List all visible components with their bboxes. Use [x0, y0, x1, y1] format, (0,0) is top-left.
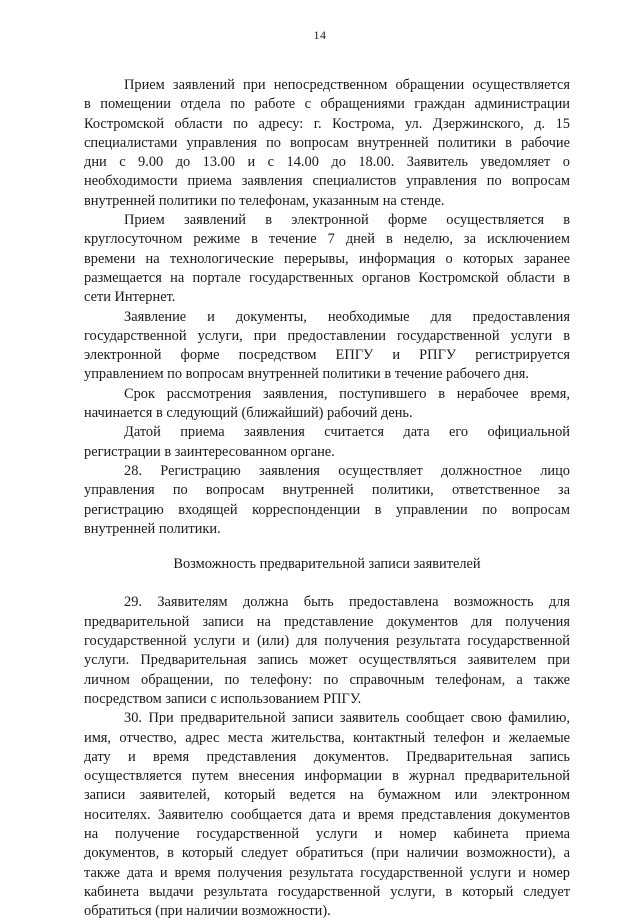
- paragraph-line: Срок рассмотрения заявления, поступившего в нерабочее время,: [124, 385, 570, 402]
- paragraph-line: в помещении отдела по работе с обращениями граждан администрации: [84, 96, 570, 113]
- paragraph-line: управления по вопросам внутренней политики, ответственное за: [84, 482, 570, 499]
- paragraph-line: 29. Заявителям должна быть предоставлена возможность для: [124, 594, 570, 611]
- body-text-before-heading: [84, 76, 570, 539]
- paragraph-item-29: [84, 593, 570, 709]
- paragraph-line: круглосуточном режиме в течение 7 дней в неделю, за исключением: [84, 231, 570, 248]
- paragraph-line: на получение государственной услуги и номер кабинета приема: [84, 825, 570, 842]
- paragraph-intake-in-person: [84, 76, 570, 211]
- paragraph-line: 28. Регистрацию заявления осуществляет должностное лицо: [124, 462, 570, 479]
- paragraph-line: документов, в который следует обратиться (при наличии возможности), а: [84, 845, 570, 862]
- paragraph-line: имя, отчество, адрес места жительства, контактный телефон и желаемые: [84, 729, 570, 746]
- paragraph-line: осуществляется путем внесения информации в журнал предварительной: [84, 768, 570, 785]
- paragraph-line: кабинета выдачи результата государственной услуги, в который следует: [84, 883, 570, 900]
- paragraph-intake-electronic: [84, 211, 570, 307]
- paragraph-non-working-time: [84, 385, 570, 424]
- paragraph-line: Датой приема заявления считается дата его официальной: [124, 424, 570, 441]
- paragraph-line: регистрации в заинтересованном органе.: [84, 443, 335, 460]
- paragraph-line: Прием заявлений при непосредственном обращении осуществляется: [124, 77, 570, 93]
- paragraph-line: внутренней политики.: [84, 520, 221, 537]
- paragraph-line: необходимости приема заявления специалистов управления по вопросам: [84, 173, 570, 190]
- paragraph-line: электронной форме посредством ЕПГУ и РПГУ регистрируется: [84, 347, 570, 364]
- paragraph-line: дни с 9.00 до 13.00 и с 14.00 до 18.00. Заявитель уведомляет о: [84, 154, 570, 171]
- paragraph-line: Костромской области по адресу: г. Кострома, ул. Дзержинского, д. 15: [84, 115, 570, 132]
- page-content: [84, 76, 570, 921]
- section-heading: Возможность предварительной записи заявителей: [173, 556, 481, 573]
- paragraph-line: Заявление и документы, необходимые для предоставления: [124, 308, 570, 325]
- paragraph-line: услуги. Предварительная запись может осуществляться заявителем при: [84, 652, 570, 669]
- paragraph-line: посредством записи с использованием РПГУ.: [84, 690, 362, 707]
- paragraph-line: предварительной записи на представление документов для получения: [84, 613, 570, 630]
- page-number: 14: [313, 28, 327, 42]
- paragraph-line: обратиться (при наличии возможности).: [84, 903, 331, 920]
- paragraph-line: государственной услуги и (или) для получения результата государственной: [84, 633, 570, 650]
- body-text-after-heading: [84, 593, 570, 921]
- paragraph-line: времени на технологические перерывы, информация о которых заранее: [84, 250, 570, 267]
- paragraph-line: сети Интернет.: [84, 289, 176, 306]
- paragraph-item-30: [84, 709, 570, 921]
- paragraph-line: специалистами управления по вопросам внутренней политики в рабочие: [84, 134, 570, 151]
- paragraph-line: размещается на портале государственных органов Костромской области в: [84, 269, 570, 286]
- paragraph-registration-electronic: [84, 308, 570, 385]
- paragraph-line: носителях. Заявителю сообщается дата и время представления документов: [84, 806, 570, 823]
- paragraph-line: регистрацию входящей корреспонденции в управлении по вопросам: [84, 501, 570, 518]
- paragraph-line: 30. При предварительной записи заявитель сообщает свою фамилию,: [124, 710, 570, 727]
- paragraph-line: записи заявителей, который ведется на бумажном или электронном: [84, 787, 570, 804]
- paragraph-acceptance-date: [84, 423, 570, 462]
- paragraph-line: дату и время представления документов. Предварительная запись: [84, 748, 570, 765]
- paragraph-item-28: [84, 462, 570, 539]
- paragraph-line: государственной услуги, при предоставлении государственной услуги в: [84, 327, 570, 344]
- paragraph-line: Прием заявлений в электронной форме осуществляется в: [124, 212, 570, 229]
- paragraph-line: внутренней политики по телефонам, указанным на стенде.: [84, 192, 445, 209]
- paragraph-line: также дата и время получения результата государственной услуги и номер: [84, 864, 570, 881]
- paragraph-line: начинается в следующий (ближайший) рабочий день.: [84, 405, 413, 422]
- paragraph-line: личном обращении, по телефону: по справочным телефонам, а также: [84, 671, 570, 688]
- paragraph-line: управлением по вопросам внутренней политики в течение рабочего дня.: [84, 366, 529, 383]
